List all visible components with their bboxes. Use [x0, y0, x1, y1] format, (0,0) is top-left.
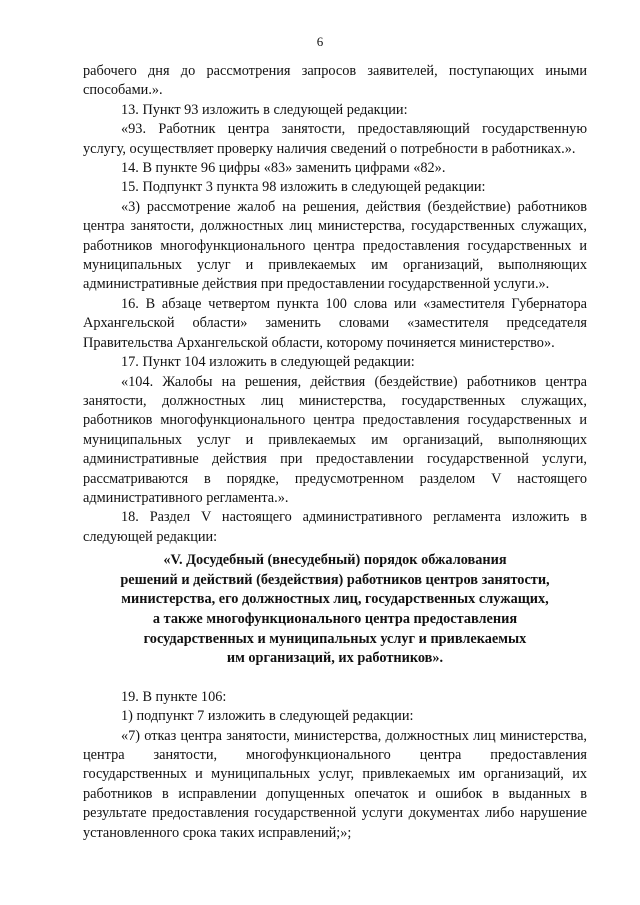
- section-heading-line: министерства, его должностных лиц, государственных служащих,: [121, 591, 549, 608]
- paragraph-item-14: 14. В пункте 96 цифры «83» заменить цифрами «82».: [121, 160, 446, 177]
- page-number: 6: [316, 34, 324, 49]
- paragraph-continuation: рабочего дня до рассмотрения запросов заявителей, поступающих иными способами.».: [83, 63, 587, 99]
- paragraph-subitem-1: 1) подпункт 7 изложить в следующей редакции:: [121, 708, 414, 725]
- paragraph-item-16: 16. В абзаце четвертом пункта 100 слова или «заместителя Губернатора Архангельской области» заменить словами «заместителя председателя Правительства Архангельской области, которому починяется министерство».: [83, 295, 587, 351]
- section-heading-line: им организаций, их работников».: [226, 650, 444, 667]
- section-heading-line: «V. Досудебный (внесудебный) порядок обжалования: [163, 552, 507, 569]
- section-heading-line: государственных и муниципальных услуг и привлекаемых: [143, 630, 527, 647]
- paragraph-item-15: 15. Подпункт 3 пункта 98 изложить в следующей редакции:: [121, 179, 486, 196]
- document-body: [83, 62, 587, 843]
- blank-line: [83, 669, 587, 688]
- paragraph-item-104-text: «104. Жалобы на решения, действия (бездействие) работников центра занятости, должностных лиц министерства, государственных служащих, работников многофункционального центра предоставления государственных и муниципальных услуг и привлекаемых им организаций, выполняющих административные действия при предоставлении государственной услуги, рассматриваются в порядке, предусмотренном разделом V настоящего административного регламента.».: [83, 373, 587, 506]
- section-heading-line: решений и действий (бездействия) работников центров занятости,: [120, 571, 550, 588]
- paragraph-item-18: 18. Раздел V настоящего административного регламента изложить в следующей редакции:: [83, 509, 587, 545]
- paragraph-item-13: 13. Пункт 93 изложить в следующей редакции:: [121, 101, 408, 118]
- paragraph-item-17: 17. Пункт 104 изложить в следующей редакции:: [121, 354, 415, 371]
- section-heading-line: а также многофункционального центра предоставления: [152, 610, 518, 627]
- section-heading: [83, 551, 587, 669]
- paragraph-subitem-3-text: «3) рассмотрение жалоб на решения, действия (бездействие) работников центра занятости, должностных лиц министерства, государственных служащих, работников многофункционального центра предоставления государственных и муниципальных услуг и привлекаемых им организаций, выполняющих административные действия при предоставлении государственной услуги.».: [83, 198, 587, 293]
- paragraph-item-93-text: «93. Работник центра занятости, предоставляющий государственную услугу, осуществляет проверку наличия сведений о потребности в работниках.».: [83, 121, 587, 157]
- paragraph-subitem-7-text: «7) отказ центра занятости, министерства, должностных лиц министерства, центра занятости, многофункционального центра предоставления государственных и муниципальных услуг, привлекаемых им организаций, их работников в исправлении допущенных опечаток и ошибок в выданных в результате предоставления государственной услуги документах либо нарушение установленного срока таких исправлений;»;: [83, 727, 587, 841]
- paragraph-item-19: 19. В пункте 106:: [121, 688, 227, 705]
